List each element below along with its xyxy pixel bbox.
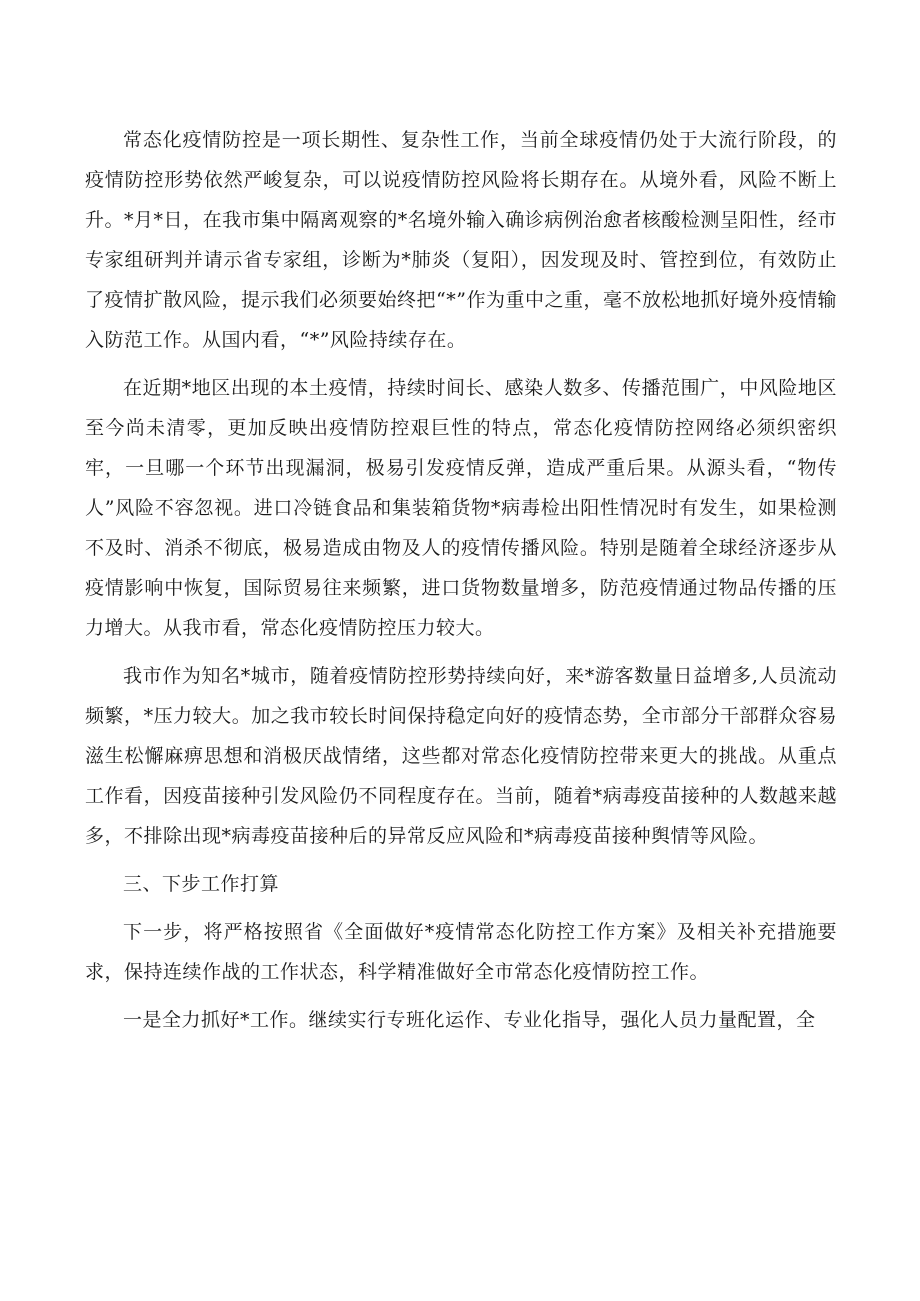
paragraph-domestic-risk: 在近期*地区出现的本土疫情，持续时间长、感染人数多、传播范围广，中风险地区至今尚未清零，更加反映出疫情防控艰巨性的特点，常态化疫情防控网络必须织密织牢，一旦哪一个环节出现漏洞，极易引发疫情反弹，造成严重后果。从源头看，“物传人”风险不容忽视。进口冷链食品和集装箱货物*病毒检出阳性情况时有发生，如果检测不及时、消杀不彻底，极易造成由物及人的疫情传播风险。特别是随着全球经济逐步从疫情影响中恢复，国际贸易往来频繁，进口货物数量增多，防范疫情通过物品传播的压力增大。从我市看，常态化疫情防控压力较大。 — [85, 377, 837, 639]
paragraph-city-risk: 我市作为知名*城市，随着疫情防控形势持续向好，来*游客数量日益增多,人员流动频繁，*压力较大。加之我市较长时间保持稳定向好的疫情态势，全市部分干部群众容易滋生松懈麻痹思想和消极厌战情绪，这些都对常态化疫情防控带来更大的挑战。从重点工作看，因疫苗接种引发风险仍不同程度存在。当前，随着*病毒疫苗接种的人数越来越多，不排除出现*病毒疫苗接种后的异常反应风险和*病毒疫苗接种舆情等风险。 — [85, 665, 837, 847]
paragraph-first-task: 一是全力抓好*工作。继续实行专班化运作、专业化指导，强化人员力量配置，全 — [123, 1009, 816, 1031]
paragraph-overseas-risk: 常态化疫情防控是一项长期性、复杂性工作，当前全球疫情仍处于大流行阶段，的疫情防控形势依然严峻复杂，可以说疫情防控风险将长期存在。从境外看，风险不断上升。*月*日，在我市集中隔离观察的*名境外输入确诊病例治愈者核酸检测呈阳性，经市专家组研判并请示省专家组，诊断为*肺炎（复阳），因发现及时、管控到位，有效防止了疫情扩散风险，提示我们必须要始终把“*”作为重中之重，毫不放松地抓好境外疫情输入防范工作。从国内看，“*”风险持续存在。 — [85, 129, 837, 351]
section-heading: 三、下步工作打算 — [123, 873, 280, 895]
paragraph-next-steps: 下一步，将严格按照省《全面做好*疫情常态化防控工作方案》及相关补充措施要求，保持连续作战的工作状态，科学精准做好全市常态化疫情防控工作。 — [85, 921, 837, 983]
document-page — [85, 120, 837, 1048]
